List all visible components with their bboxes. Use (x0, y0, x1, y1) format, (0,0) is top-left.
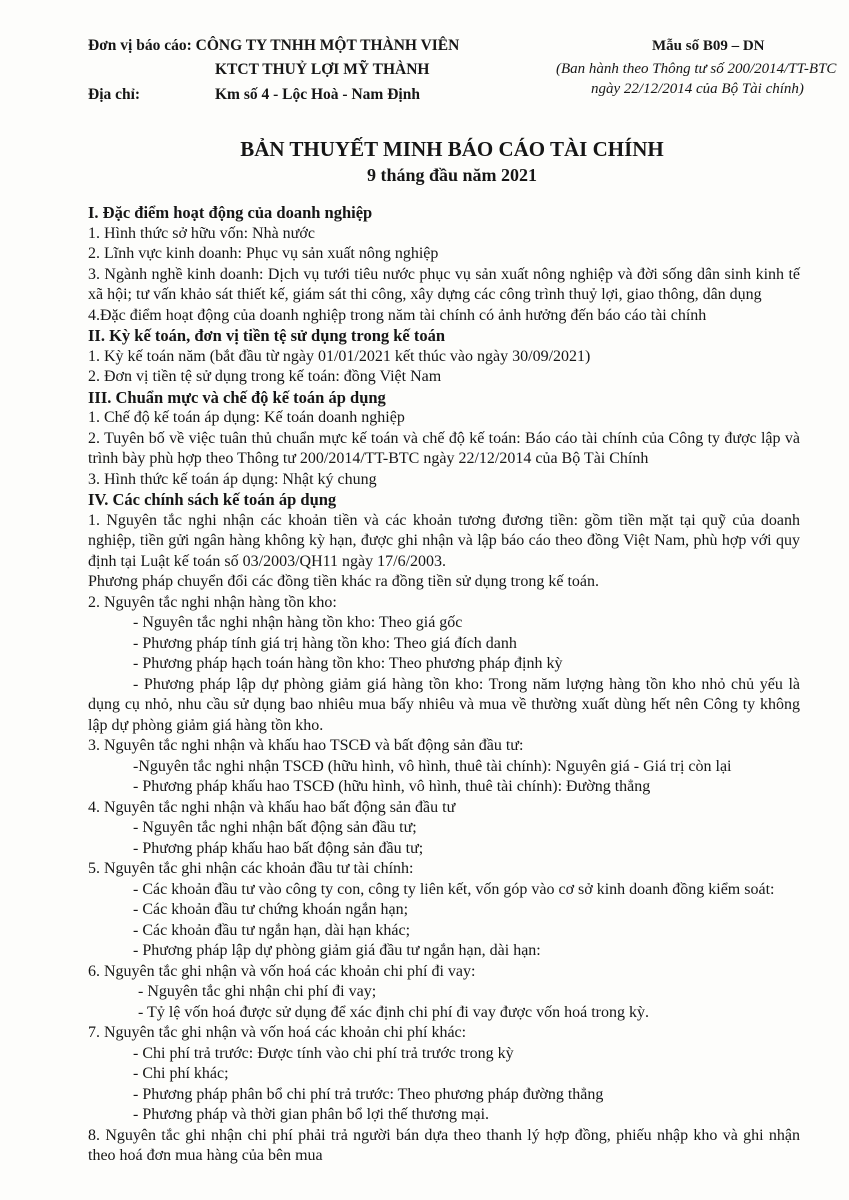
document-period: 9 tháng đầu năm 2021 (366, 165, 538, 185)
policy-point: - Chi phí khác; (133, 1065, 229, 1082)
policy-title: 4. Nguyên tắc nghi nhận và khấu hao bất động sản đầu tư (88, 798, 456, 816)
policy-note: Phương pháp chuyển đổi các đồng tiền khác ra đồng tiền sử dụng trong kế toán. (88, 573, 600, 590)
policy-point: - Các khoản đầu tư ngắn hạn, dài hạn khác; (133, 921, 411, 939)
reporting-unit-line (88, 36, 459, 56)
section-heading-iv: IV. Các chính sách kế toán áp dụng (88, 490, 337, 509)
policy-title: 2. Nguyên tắc nghi nhận hàng tồn kho: (88, 593, 337, 611)
form-code: Mẫu số B09 – DN (652, 38, 765, 54)
policy-title: 7. Nguyên tắc ghi nhận và vốn hoá các khoản chi phí khác: (88, 1024, 467, 1041)
address-label: Địa chỉ: (88, 86, 141, 103)
policy-point: -Nguyên tắc nghi nhận TSCĐ (hữu hình, vô hình, thuê tài chính): Nguyên giá - Giá trị còn lại (133, 757, 732, 775)
policy-title: 1. Nguyên tắc nghi nhận các khoản tiền và các khoản tương đương tiền: gồm tiền mặt tại quỹ của doanh nghiệp, tiền gửi ngân hàng không kỳ hạn, được ghi nhận và lập báo cáo theo đồng Việt Nam, phù hợp với quy định tại Luật kế toán số 03/2003/QH11 ngày 17/6/2003. (88, 511, 800, 570)
form-note-line1: (Ban hành theo Thông tư số 200/2014/TT-BTC (556, 61, 837, 77)
section-heading-i: I. Đặc điểm hoạt động của doanh nghiệp (88, 203, 373, 222)
policy-title: 5. Nguyên tắc ghi nhận các khoản đầu tư tài chính: (88, 860, 414, 877)
section-item: 4.Đặc điểm hoạt động của doanh nghiệp trong năm tài chính có ảnh hưởng đến báo cáo tài chính (88, 306, 707, 324)
policy-point: - Phương pháp tính giá trị hàng tồn kho: Theo giá đích danh (133, 634, 517, 652)
section-item: 1. Kỳ kế toán năm (bắt đầu từ ngày 01/01/2021 kết thúc vào ngày 30/09/2021) (88, 347, 591, 365)
policy-point: - Nguyên tắc nghi nhận bất động sản đầu tư; (133, 819, 417, 836)
policy-point: - Nguyên tắc ghi nhận chi phí đi vay; (138, 983, 377, 1000)
section-item: 2. Đơn vị tiền tệ sử dụng trong kế toán: đồng Việt Nam (88, 368, 442, 385)
policy-point: - Tỷ lệ vốn hoá được sử dụng để xác định chi phí đi vay được vốn hoá trong kỳ. (138, 1003, 649, 1021)
document-body (88, 203, 800, 1167)
section-item: 3. Ngành nghề kinh doanh: Dịch vụ tưới tiêu nước phục vụ sản xuất nông nghiệp và đời sống dân sinh kinh tế xã hội; tư vấn khảo sát thiết kế, giám sát thi công, xây dựng các công trình thuỷ lợi, giao thông, dân dụng (88, 265, 800, 303)
document-title: BẢN THUYẾT MINH BÁO CÁO TÀI CHÍNH (240, 137, 664, 161)
section-item: 1. Hình thức sở hữu vốn: Nhà nước (88, 224, 315, 242)
section-item: 2. Lĩnh vực kinh doanh: Phục vụ sản xuất nông nghiệp (88, 245, 439, 262)
policy-point: - Phương pháp khấu hao TSCĐ (hữu hình, vô hình, thuê tài chính): Đường thẳng (133, 778, 651, 795)
company-address: Km số 4 - Lộc Hoà - Nam Định (215, 86, 420, 103)
policy-point: - Phương pháp hạch toán hàng tồn kho: Theo phương pháp định kỳ (133, 655, 563, 672)
policy-point: - Các khoản đầu tư vào công ty con, công ty liên kết, vốn góp vào cơ sở kinh doanh đồng kiểm soát: (133, 880, 775, 898)
reporting-unit-label: Đơn vị báo cáo: (88, 37, 192, 54)
policy-title: 8. Nguyên tắc ghi nhận chi phí phải trả người bán dựa theo thanh lý hợp đồng, phiếu nhập kho và ghi nhận theo hoá đơn mua hàng của bên mua (88, 1126, 800, 1164)
policy-title: 3. Nguyên tắc nghi nhận và khấu hao TSCĐ và bất động sản đầu tư: (88, 737, 524, 754)
section-item: 3. Hình thức kế toán áp dụng: Nhật ký chung (88, 470, 377, 488)
company-name-line1: CÔNG TY TNHH MỘT THÀNH VIÊN (195, 37, 460, 54)
section-heading-iii: III. Chuẩn mực và chế độ kế toán áp dụng (88, 387, 386, 407)
policy-point: - Phương pháp khấu hao bất động sản đầu tư; (133, 839, 424, 857)
section-item: 2. Tuyên bố về việc tuân thủ chuẩn mực kế toán và chế độ kế toán: Báo cáo tài chính của Công ty được lập và trình bày phù hợp theo Thông tư 200/2014/TT-BTC ngày 22/12/2014 của Bộ Tài Chính (88, 429, 800, 467)
form-note-line2: ngày 22/12/2014 của Bộ Tài chính) (591, 81, 804, 97)
policy-point: - Nguyên tắc nghi nhận hàng tồn kho: Theo giá gốc (133, 614, 463, 631)
policy-point: - Phương pháp phân bổ chi phí trả trước: Theo phương pháp đường thẳng (133, 1085, 604, 1103)
policy-point: - Chi phí trả trước: Được tính vào chi phí trả trước trong kỳ (133, 1044, 514, 1062)
policy-point: - Phương pháp và thời gian phân bổ lợi thế thương mại. (133, 1106, 490, 1123)
company-name-line2: KTCT THUỶ LỢI MỸ THÀNH (215, 61, 430, 78)
policy-point: - Phương pháp lập dự phòng giảm giá hàng tồn kho: Trong năm lượng hàng tồn kho nhỏ chủ yếu là dụng cụ nhỏ, nhu cầu sử dụng bao nhiêu mua bấy nhiêu và mua về thường xuất dùng hết nên Công ty không lập dự phòng giảm giá hàng tồn kho. (88, 675, 800, 734)
policy-point: - Các khoản đầu tư chứng khoán ngắn hạn; (133, 901, 409, 918)
policy-point: - Phương pháp lập dự phòng giảm giá đầu tư ngắn hạn, dài hạn: (133, 942, 541, 959)
section-item: 1. Chế độ kế toán áp dụng: Kế toán doanh nghiệp (88, 409, 405, 426)
policy-title: 6. Nguyên tắc ghi nhận và vốn hoá các khoản chi phí đi vay: (88, 962, 476, 980)
section-heading-ii: II. Kỳ kế toán, đơn vị tiền tệ sử dụng trong kế toán (88, 326, 446, 345)
